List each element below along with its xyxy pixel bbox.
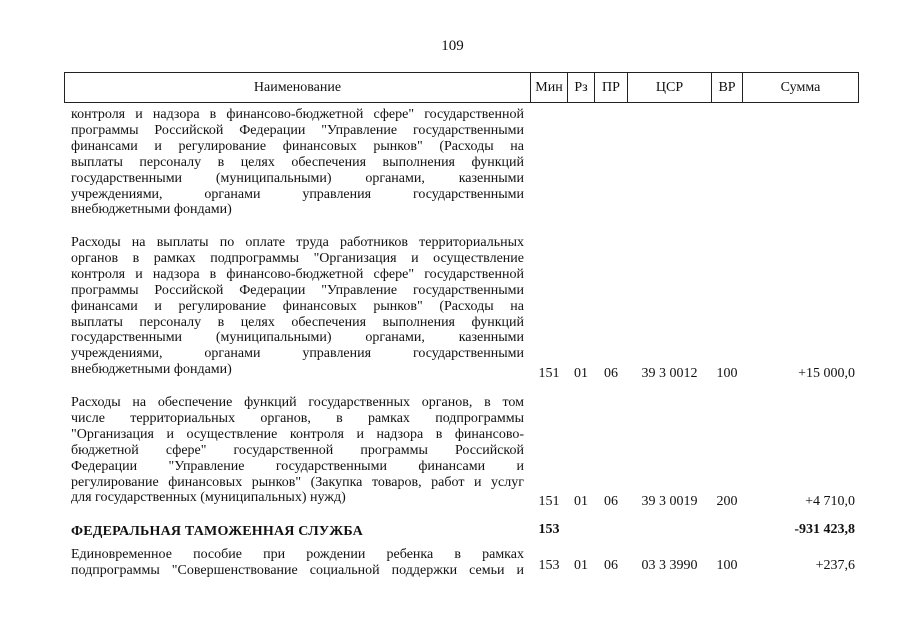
- table-row-4-min: 153: [538, 558, 560, 573]
- text-line: учреждениями, органами управления государственными: [71, 186, 524, 202]
- table-row-1-pr: 06: [604, 366, 618, 381]
- table-row-4-pr: 06: [604, 558, 618, 573]
- column-header-vr: ВР: [711, 72, 743, 103]
- table-row-2-rz: 01: [574, 494, 588, 509]
- text-line: государственными (муниципальными) органами, казенными: [71, 330, 524, 346]
- table-row-1-csr: 39 3 0012: [641, 366, 698, 381]
- text-line: выплаты персоналу в целях обеспечения выполнения функций: [71, 154, 524, 170]
- page-number: 109: [441, 38, 464, 54]
- table-row-4-rz: 01: [574, 558, 588, 573]
- table-row-1-sum: +15 000,0: [798, 366, 855, 381]
- table-row-2-vr: 200: [716, 494, 738, 509]
- text-line: числе территориальных органов, в рамках подпрограммы: [71, 410, 524, 426]
- text-line: Федерации "Управление государственными финансами и: [71, 458, 524, 474]
- table-row-0-name: [71, 107, 524, 218]
- section-title: ФЕДЕРАЛЬНАЯ ТАМОЖЕННАЯ СЛУЖБА: [71, 524, 363, 539]
- column-header-rz: Рз: [567, 72, 595, 103]
- text-line: Расходы на выплаты по оплате труда работников территориальных: [71, 235, 524, 250]
- table-row-4-vr: 100: [716, 558, 738, 573]
- text-line: программы Российской Федерации "Управление государственными: [71, 282, 524, 298]
- table-row-2-min: 151: [538, 494, 560, 509]
- text-line: финансами и регулирование финансовых рынков" (Расходы на: [71, 138, 524, 154]
- table-row-1-vr: 100: [716, 366, 738, 381]
- text-line: финансами и регулирование финансовых рынков" (Расходы на: [71, 298, 524, 314]
- table-row-2-sum: +4 710,0: [805, 494, 855, 509]
- text-line: контроля и надзора в финансово-бюджетной сфере" государственной: [71, 107, 524, 122]
- table-row-1-min: 151: [538, 366, 560, 381]
- column-header-sum: Сумма: [742, 72, 859, 103]
- table-row-2-csr: 39 3 0019: [641, 494, 698, 509]
- section-sum: -931 423,8: [794, 522, 855, 537]
- table-row-2-pr: 06: [604, 494, 618, 509]
- text-line: выплаты персоналу в целях обеспечения выполнения функций: [71, 314, 524, 330]
- text-line: бюджетной сфере" государственной программы Российской: [71, 442, 524, 458]
- table-row-1-rz: 01: [574, 366, 588, 381]
- table-row-4-name: [71, 547, 524, 579]
- text-line: Единовременное пособие при рождении ребенка в рамках: [71, 547, 524, 562]
- text-line: регулирование финансовых рынков" (Закупка товаров, работ и услуг: [71, 474, 524, 490]
- table-row-1-name: [71, 235, 524, 378]
- text-line: органов в рамках подпрограммы "Организация и осуществление: [71, 250, 524, 266]
- column-header-csr: ЦСР: [627, 72, 712, 103]
- text-line: государственными (муниципальными) органами, казенными: [71, 170, 524, 186]
- table-row-4-csr: 03 3 3990: [641, 558, 698, 573]
- table-row-2-name: [71, 395, 524, 506]
- section-min: 153: [538, 522, 560, 537]
- text-line: для государственных (муниципальных) нужд): [71, 490, 346, 506]
- text-line: внебюджетными фондами): [71, 202, 232, 218]
- text-line: "Организация и осуществление контроля и надзора в финансово-: [71, 426, 524, 442]
- text-line: учреждениями, органами управления государственными: [71, 346, 524, 362]
- text-line: Расходы на обеспечение функций государственных органов, в том: [71, 395, 524, 410]
- text-line: программы Российской Федерации "Управление государственными: [71, 122, 524, 138]
- column-header-pr: ПР: [594, 72, 628, 103]
- column-header-name: Наименование: [64, 72, 531, 103]
- text-line: внебюджетными фондами): [71, 362, 232, 378]
- text-line: подпрограммы "Совершенствование социальной поддержки семьи и: [71, 562, 524, 578]
- column-header-min: Мин: [530, 72, 568, 103]
- table-row-4-sum: +237,6: [815, 558, 855, 573]
- text-line: контроля и надзора в финансово-бюджетной сфере" государственной: [71, 266, 524, 282]
